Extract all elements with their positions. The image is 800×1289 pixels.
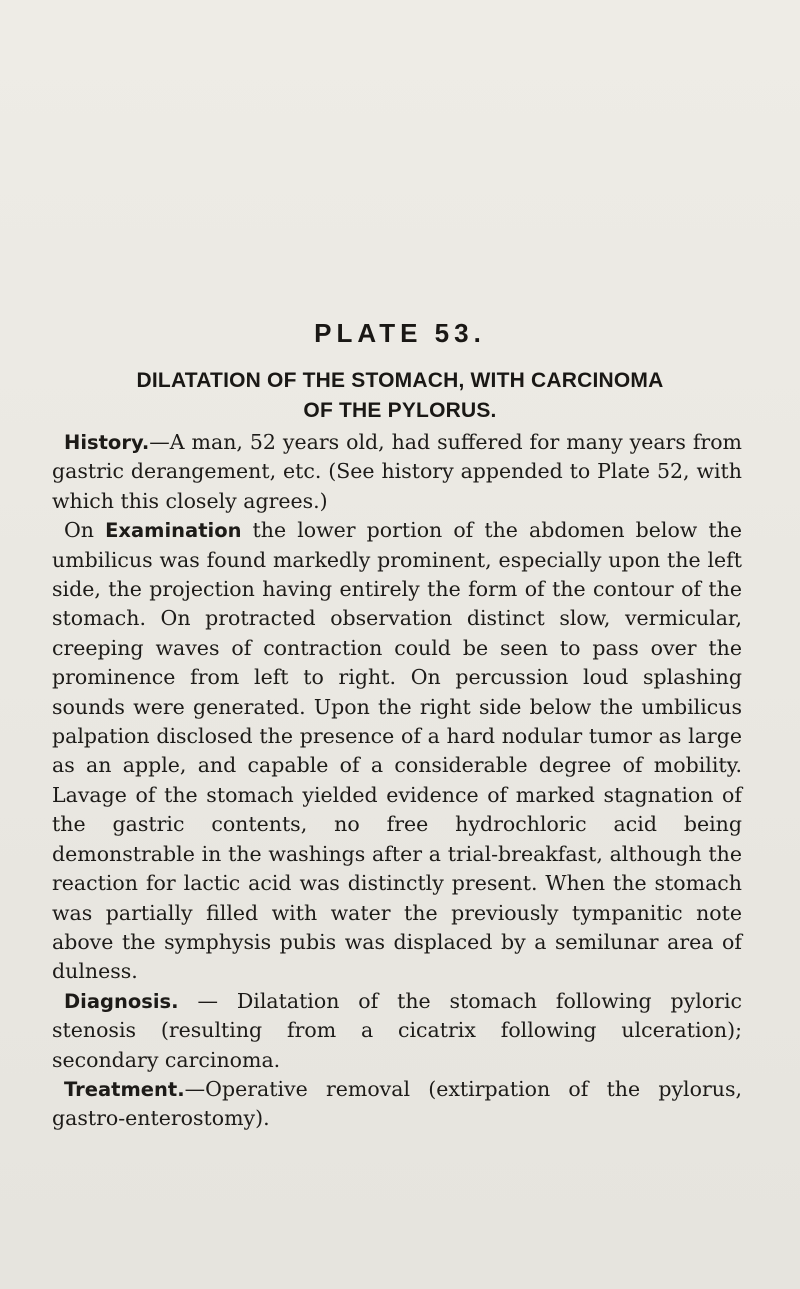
examination-heading: Examination: [105, 519, 242, 543]
diagnosis-text: — Dilatation of the stomach following pyloric stenosis (resulting from a cicatrix following ulceration); secondary carcinoma.: [52, 988, 742, 1072]
diagnosis-paragraph: [52, 987, 742, 1075]
diagnosis-heading: Diagnosis.: [64, 989, 179, 1013]
examination-paragraph: [52, 516, 742, 987]
case-text: [52, 428, 742, 1134]
plate-title-line-1: DILATATION OF THE STOMACH, WITH CARCINOMA: [136, 369, 664, 392]
examination-prefix: On: [64, 518, 106, 543]
history-heading: History.: [64, 431, 150, 454]
treatment-heading: Treatment.: [64, 1077, 185, 1101]
plate-title-line-2: OF THE PYLORUS.: [303, 399, 497, 422]
treatment-text: —Operative removal (extirpation of the pylorus, gastro-enterostomy).: [52, 1076, 742, 1131]
history-text: —A man, 52 years old, had suffered for many years from gastric derangement, etc. (See history appended to Plate 52, with which this closely agrees.): [52, 430, 742, 513]
examination-text: the lower portion of the abdomen below the umbilicus was found markedly prominent, especially upon the left side, the projection having entirely the form of the contour of the stomach. On protracted observation distinct slow, vermicular, creeping waves of contraction could be seen to pass over the prominence from left to right. On percussion loud splashing sounds were generated. Upon the right side below the umbilicus palpation disclosed the presence of a hard nodular tumor as large as an apple, and capable of a considerable degree of mobility. Lavage of the stomach yielded evidence of marked stagnation of the gastric contents, no free hydrochloric acid being demonstrable in the washings after a trial-breakfast, although the reaction for lactic acid was distinctly present. When the stomach was partially filled with water the previously tympanitic note above the symphysis pubis was displaced by a semilunar area of dulness.: [52, 518, 742, 984]
plate-number: PLATE 53.: [314, 318, 486, 348]
plate-title: [60, 366, 740, 426]
history-paragraph: [52, 428, 742, 516]
treatment-paragraph: [52, 1075, 742, 1134]
